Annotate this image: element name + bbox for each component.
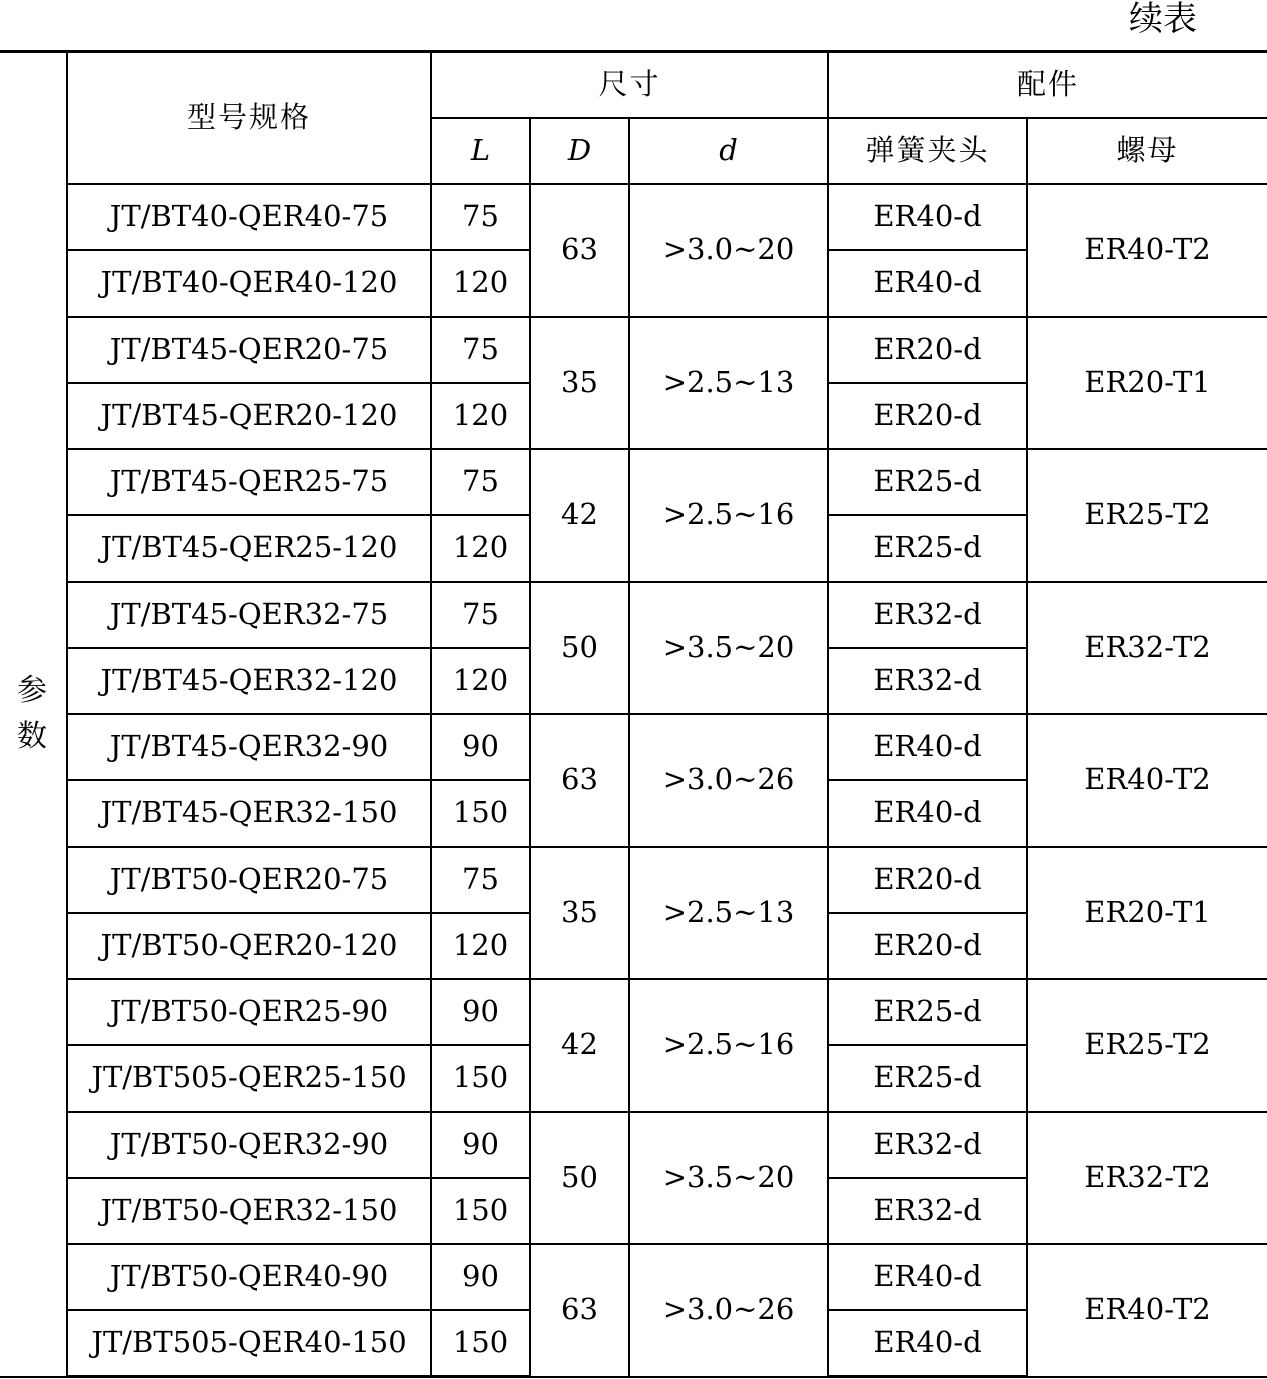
- length-cell: 120: [431, 250, 530, 316]
- collet-cell: ER40-d: [828, 250, 1027, 316]
- nut-cell: ER32-T2: [1027, 1112, 1267, 1245]
- nut-cell: ER40-T2: [1027, 184, 1267, 317]
- header-collet: 弹簧夹头: [828, 118, 1027, 184]
- collet-cell: ER32-d: [828, 648, 1027, 714]
- clamp-range-cell: >2.5~16: [629, 449, 828, 582]
- table-row: [0, 317, 1267, 383]
- length-cell: 150: [431, 1310, 530, 1376]
- table-row: [0, 1112, 1267, 1178]
- continued-caption: 续表: [1129, 0, 1197, 39]
- nut-cell: ER40-T2: [1027, 714, 1267, 847]
- nut-cell: ER20-T1: [1027, 847, 1267, 980]
- model-cell: JT/BT45-QER32-150: [67, 780, 431, 846]
- collet-cell: ER20-d: [828, 383, 1027, 449]
- diameter-cell: 63: [530, 714, 629, 847]
- table-row: [0, 449, 1267, 515]
- model-cell: JT/BT45-QER32-90: [67, 714, 431, 780]
- length-cell: 90: [431, 714, 530, 780]
- collet-cell: ER25-d: [828, 1045, 1027, 1111]
- model-cell: JT/BT50-QER25-90: [67, 979, 431, 1045]
- clamp-range-cell: >2.5~13: [629, 317, 828, 450]
- clamp-range-cell: >3.5~20: [629, 1112, 828, 1245]
- diameter-cell: 42: [530, 449, 629, 582]
- model-cell: JT/BT45-QER25-120: [67, 515, 431, 581]
- length-cell: 75: [431, 847, 530, 913]
- model-cell: JT/BT50-QER40-90: [67, 1244, 431, 1310]
- nut-cell: ER40-T2: [1027, 1244, 1267, 1377]
- diameter-cell: 63: [530, 184, 629, 317]
- length-cell: 90: [431, 1244, 530, 1310]
- length-cell: 90: [431, 979, 530, 1045]
- nut-cell: ER20-T1: [1027, 317, 1267, 450]
- side-label-char: 参: [17, 673, 49, 709]
- length-cell: 120: [431, 383, 530, 449]
- table-row: [0, 184, 1267, 250]
- collet-cell: ER25-d: [828, 449, 1027, 515]
- length-cell: 75: [431, 582, 530, 648]
- diameter-cell: 35: [530, 317, 629, 450]
- collet-cell: ER40-d: [828, 1244, 1027, 1310]
- model-cell: JT/BT40-QER40-120: [67, 250, 431, 316]
- clamp-range-cell: >3.0~26: [629, 1244, 828, 1377]
- model-cell: JT/BT45-QER32-120: [67, 648, 431, 714]
- collet-cell: ER40-d: [828, 1310, 1027, 1376]
- length-cell: 150: [431, 1045, 530, 1111]
- collet-cell: ER40-d: [828, 184, 1027, 250]
- model-cell: JT/BT45-QER25-75: [67, 449, 431, 515]
- model-cell: JT/BT50-QER20-120: [67, 913, 431, 979]
- diameter-cell: 35: [530, 847, 629, 980]
- nut-cell: ER25-T2: [1027, 979, 1267, 1112]
- header-nut: 螺母: [1027, 118, 1267, 184]
- collet-cell: ER32-d: [828, 1112, 1027, 1178]
- model-cell: JT/BT45-QER32-75: [67, 582, 431, 648]
- length-cell: 150: [431, 780, 530, 846]
- clamp-range-cell: >2.5~16: [629, 979, 828, 1112]
- length-cell: 120: [431, 913, 530, 979]
- nut-cell: ER32-T2: [1027, 582, 1267, 715]
- diameter-cell: 50: [530, 1112, 629, 1245]
- model-cell: JT/BT50-QER32-90: [67, 1112, 431, 1178]
- clamp-range-cell: >2.5~13: [629, 847, 828, 980]
- header-d: d: [629, 118, 828, 184]
- diameter-cell: 63: [530, 1244, 629, 1377]
- length-cell: 75: [431, 317, 530, 383]
- model-cell: JT/BT505-QER25-150: [67, 1045, 431, 1111]
- collet-cell: ER32-d: [828, 582, 1027, 648]
- header-row-1: [0, 52, 1267, 118]
- model-cell: JT/BT40-QER40-75: [67, 184, 431, 250]
- length-cell: 120: [431, 515, 530, 581]
- collet-cell: ER25-d: [828, 979, 1027, 1045]
- length-cell: 120: [431, 648, 530, 714]
- clamp-range-cell: >3.0~20: [629, 184, 828, 317]
- model-cell: JT/BT50-QER20-75: [67, 847, 431, 913]
- collet-cell: ER40-d: [828, 714, 1027, 780]
- collet-cell: ER20-d: [828, 913, 1027, 979]
- side-label: [0, 52, 67, 1377]
- collet-cell: ER20-d: [828, 847, 1027, 913]
- diameter-cell: 42: [530, 979, 629, 1112]
- model-cell: JT/BT50-QER32-150: [67, 1178, 431, 1244]
- diameter-cell: 50: [530, 582, 629, 715]
- collet-cell: ER25-d: [828, 515, 1027, 581]
- parameter-table: [0, 50, 1267, 1378]
- nut-cell: ER25-T2: [1027, 449, 1267, 582]
- table-row: [0, 847, 1267, 913]
- length-cell: 150: [431, 1178, 530, 1244]
- table-row: [0, 582, 1267, 648]
- table-row: [0, 979, 1267, 1045]
- collet-cell: ER40-d: [828, 780, 1027, 846]
- clamp-range-cell: >3.0~26: [629, 714, 828, 847]
- header-D: D: [530, 118, 629, 184]
- clamp-range-cell: >3.5~20: [629, 582, 828, 715]
- length-cell: 75: [431, 449, 530, 515]
- collet-cell: ER20-d: [828, 317, 1027, 383]
- table-row: [0, 714, 1267, 780]
- length-cell: 75: [431, 184, 530, 250]
- length-cell: 90: [431, 1112, 530, 1178]
- header-size: 尺寸: [431, 52, 828, 118]
- model-cell: JT/BT45-QER20-75: [67, 317, 431, 383]
- model-cell: JT/BT505-QER40-150: [67, 1310, 431, 1376]
- header-L: L: [431, 118, 530, 184]
- side-label-char: 数: [17, 719, 49, 755]
- header-model: 型号规格: [67, 52, 431, 185]
- header-accessories: 配件: [828, 52, 1267, 118]
- model-cell: JT/BT45-QER20-120: [67, 383, 431, 449]
- table-row: [0, 1244, 1267, 1310]
- collet-cell: ER32-d: [828, 1178, 1027, 1244]
